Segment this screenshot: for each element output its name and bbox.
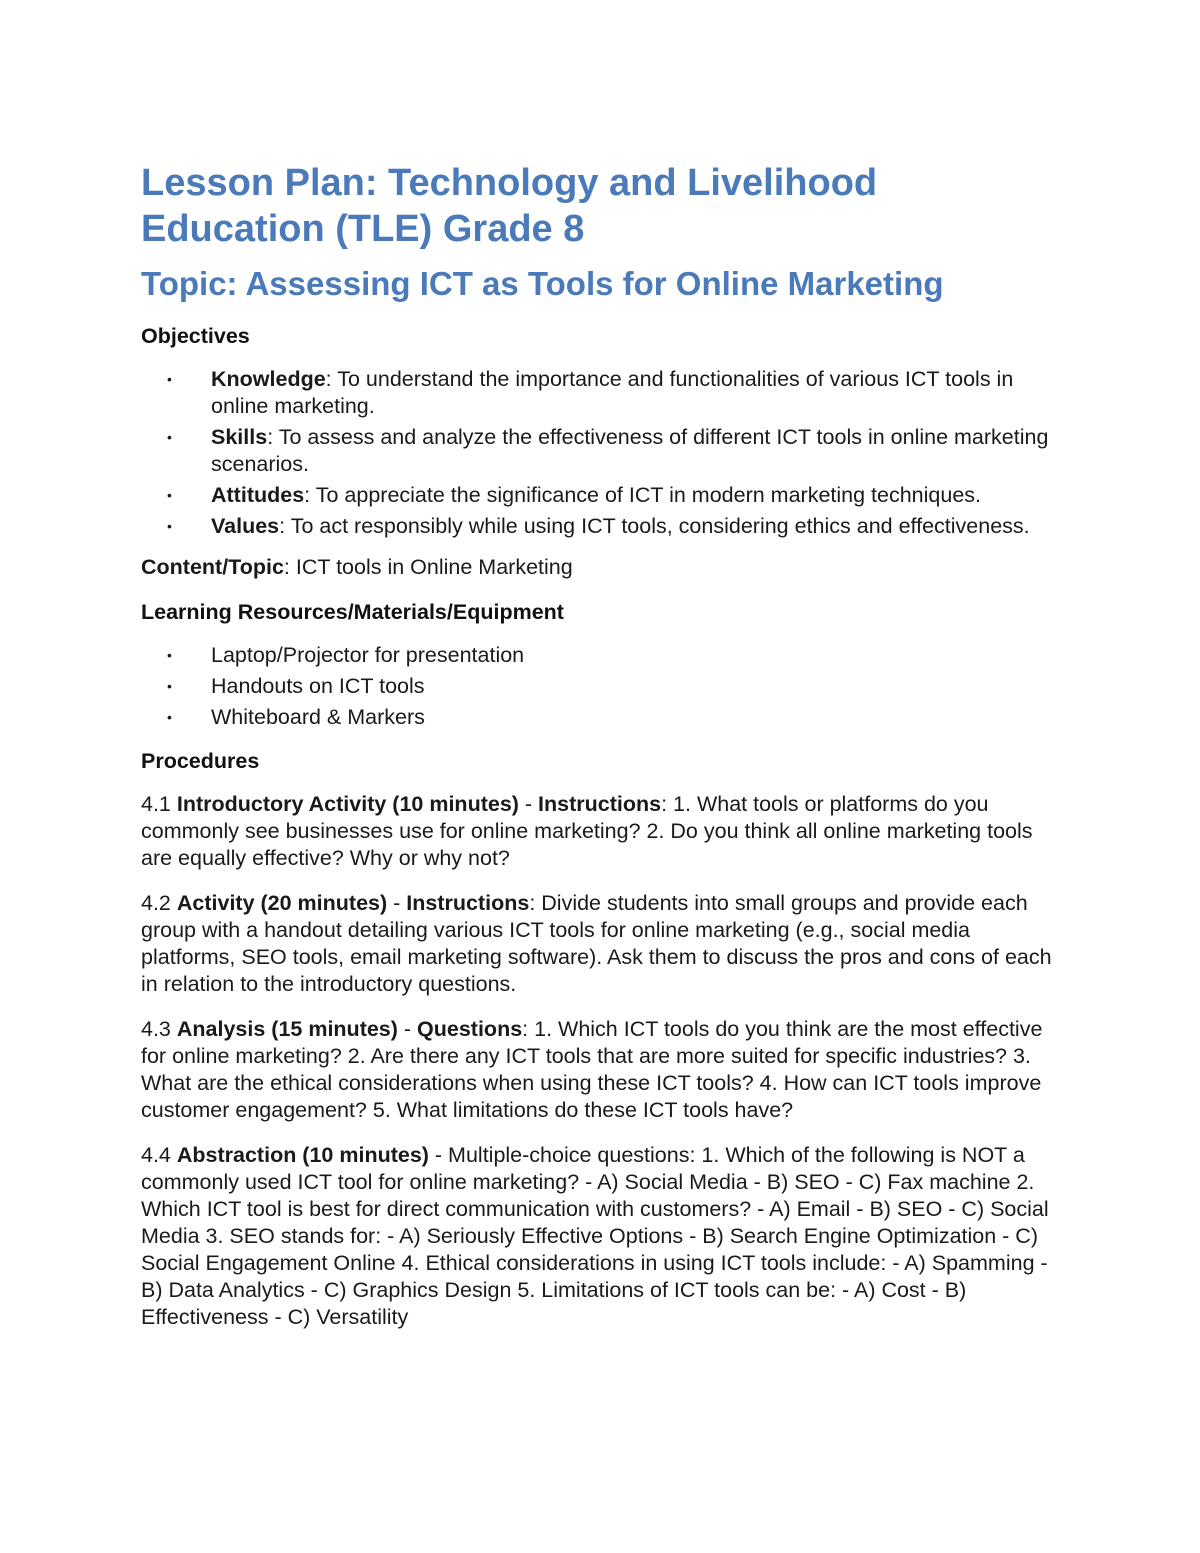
bullet-icon: • — [167, 709, 172, 725]
objective-label: Values — [211, 514, 280, 538]
procedure-text: - Multiple-choice questions: 1. Which of the following is NOT a commonly used ICT tool for online marketing? - A) Social Media - B) SEO - C) Fax machine 2. Which ICT tool is best for direct communication with customers? - A) Email - B) SEO - C) Social Media 3. SEO stands for: - A) Seriously Effective Options - B) Search Engine Optimization - C) Social Engagement Online 4. Ethical considerations in using ICT tools include: - A) Spamming - B) Data Analytics - C) Graphics Design 5. Limitations of ICT tools can be: - A) Cost - B) Effectiveness - C) Versatility — [141, 1143, 1049, 1329]
resource-item — [141, 673, 1061, 700]
procedure-title: Abstraction (10 minutes) — [176, 1143, 429, 1167]
resources-list — [141, 642, 1061, 731]
procedure-item — [141, 791, 1061, 872]
bullet-icon: • — [167, 429, 172, 445]
procedure-sublabel: Instructions — [538, 792, 662, 816]
bullet-icon: • — [167, 678, 172, 694]
procedure-item — [141, 1142, 1061, 1331]
procedure-number: 4.3 — [141, 1017, 177, 1041]
content-topic-label: Content/Topic — [141, 555, 284, 579]
procedure-text: : 1. Which ICT tools do you think are the most effective for online marketing? 2. Are there any ICT tools that are more suited for specific industries? 3. What are the ethical considerations when using these ICT tools? 4. How can ICT tools improve customer engagement? 5. What limitations do these ICT tools have? — [141, 1017, 1043, 1122]
procedure-separator: - — [397, 1017, 418, 1041]
resource-text: Laptop/Projector for presentation — [211, 643, 525, 667]
procedure-sublabel: Questions — [417, 1017, 523, 1041]
procedure-item — [141, 890, 1061, 998]
resource-item — [141, 642, 1061, 669]
resources-heading: Learning Resources/Materials/Equipment — [141, 600, 564, 624]
bullet-icon: • — [167, 487, 172, 503]
objective-item — [141, 482, 1061, 509]
document-content — [141, 160, 1061, 1349]
procedure-separator: - — [518, 792, 539, 816]
bullet-icon: • — [167, 518, 172, 534]
procedure-sublabel: Instructions — [406, 891, 530, 915]
procedure-number: 4.1 — [141, 792, 177, 816]
procedure-number: 4.4 — [141, 1143, 177, 1167]
procedure-title: Activity (20 minutes) — [176, 891, 388, 915]
resource-text: Handouts on ICT tools — [211, 674, 425, 698]
content-topic — [141, 554, 1061, 581]
bullet-icon: • — [167, 647, 172, 663]
resource-item — [141, 704, 1061, 731]
objective-label: Attitudes — [211, 483, 305, 507]
topic-heading: Topic: Assessing ICT as Tools for Online Marketing — [141, 265, 944, 302]
objective-text: : To appreciate the significance of ICT in modern marketing techniques. — [304, 483, 982, 507]
document-title: Lesson Plan: Technology and Livelihood Education (TLE) Grade 8 — [141, 162, 878, 250]
procedure-separator: - — [387, 891, 407, 915]
procedure-text: : Divide students into small groups and provide each group with a handout detailing various ICT tools for online marketing (e.g., social media platforms, SEO tools, email marketing software). Ask them to discuss the pros and cons of each in relation to the introductory questions. — [141, 891, 1052, 996]
objective-label: Skills — [211, 425, 268, 449]
objective-text: : To understand the importance and functionalities of various ICT tools in online marketing. — [211, 367, 1014, 418]
procedure-item — [141, 1016, 1061, 1124]
objective-text: : To assess and analyze the effectiveness of different ICT tools in online marketing scenarios. — [211, 425, 1049, 476]
objectives-heading: Objectives — [141, 324, 250, 348]
content-topic-text: : ICT tools in Online Marketing — [283, 555, 573, 579]
procedure-title: Introductory Activity (10 minutes) — [176, 792, 519, 816]
resource-text: Whiteboard & Markers — [211, 705, 425, 729]
procedures-heading: Procedures — [141, 749, 260, 773]
objective-item — [141, 513, 1061, 540]
objectives-list — [141, 366, 1061, 540]
objective-item — [141, 424, 1061, 478]
objective-text: : To act responsibly while using ICT tools, considering ethics and effectiveness. — [279, 514, 1030, 538]
procedure-text: : 1. What tools or platforms do you commonly see businesses use for online marketing? 2. Do you think all online marketing tools are equally effective? Why or why not? — [141, 792, 1033, 870]
objective-label: Knowledge — [211, 367, 326, 391]
objective-item — [141, 366, 1061, 420]
procedure-number: 4.2 — [141, 891, 177, 915]
bullet-icon: • — [167, 371, 172, 387]
procedure-title: Analysis (15 minutes) — [176, 1017, 398, 1041]
